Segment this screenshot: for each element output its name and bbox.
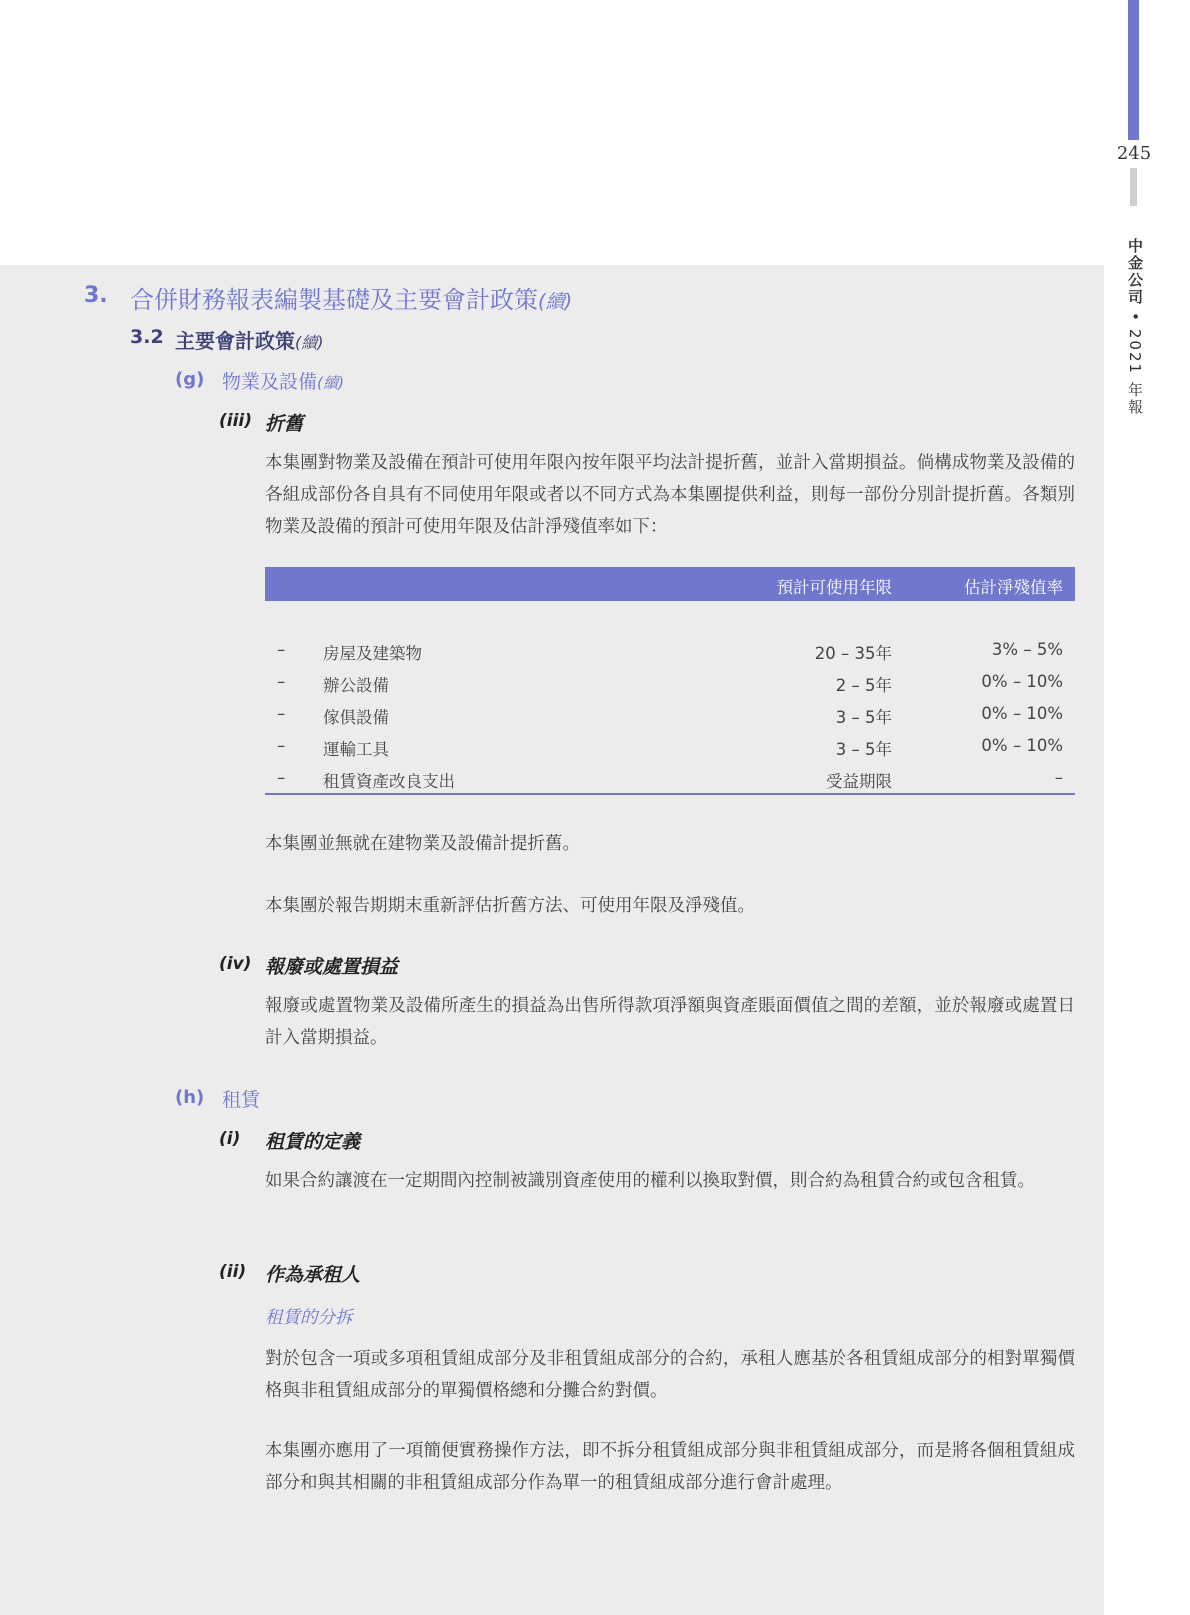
- section-number: 3.: [84, 283, 108, 308]
- table-header: [265, 567, 1075, 601]
- subsection-cont: (續): [295, 333, 324, 352]
- running-header: [1122, 238, 1146, 416]
- item-g-label: (g): [175, 369, 205, 390]
- item-h-label: (h): [175, 1087, 205, 1108]
- page-number: 245: [1116, 143, 1152, 164]
- item-h-i-label: (i): [219, 1129, 241, 1149]
- disposal-paragraph: 報廢或處置物業及設備所產生的損益為出售所得款項淨額與資產賬面價值之間的差額，並於報廢或處置日計入當期損益。: [265, 996, 1075, 1048]
- item-h-ii-title: 作為承租人: [265, 1264, 361, 1286]
- item-g-iii-title: 折舊: [265, 413, 304, 435]
- practical-expedient-paragraph: 本集團亦應用了一項簡便實務操作方法，即不拆分租賃組成部分與非租賃組成部分，而是將各個租賃組成部分和與其相關的非租賃組成部分作為單一的租賃組成部分進行會計處理。: [265, 1441, 1075, 1493]
- header-residual-rate: 估計淨殘值率: [964, 578, 1063, 597]
- subsection-number: 3.2: [130, 326, 164, 348]
- item-g-iv-title: 報廢或處置損益: [265, 956, 399, 978]
- side-accent-bar: [1128, 0, 1139, 140]
- section-title: 合併財務報表編製基礎及主要會計政策(續): [130, 286, 573, 314]
- company-name: 中金公司: [1126, 238, 1144, 306]
- depreciation-paragraph: 本集團對物業及設備在預計可使用年限內按年限平均法計提折舊，並計入當期損益。倘構成物業及設備的各組成部份各自具有不同使用年限或者以不同方式為本集團提供利益，則每一部份分別計提折舊。各類別物業及設備的預計可使用年限及估計淨殘值率如下：: [265, 453, 1075, 537]
- side-divider-bar: [1130, 168, 1137, 206]
- item-g-title: 物業及設備(續): [222, 371, 345, 393]
- subsection-title: 主要會計政策(續): [175, 329, 324, 353]
- item-g-iv-label: (iv): [219, 954, 252, 974]
- header-useful-life: 預計可使用年限: [776, 578, 892, 597]
- table-row: – 傢俱設備 3 – 5年 0% – 10%: [277, 704, 1063, 727]
- review-paragraph: 本集團於報告期期末重新評估折舊方法、可使用年限及淨殘值。: [265, 896, 755, 916]
- no-depreciation-paragraph: 本集團並無就在建物業及設備計提折舊。: [265, 834, 580, 854]
- lease-allocation-paragraph: 對於包含一項或多項租賃組成部分及非租賃組成部分的合約，承租人應基於各租賃組成部分的相對單獨價格與非租賃組成部分的單獨價格總和分攤合約對價。: [265, 1349, 1075, 1401]
- separator-dot: •: [1126, 312, 1144, 323]
- report-name: 2021 年報: [1126, 328, 1144, 416]
- item-g-iii-label: (iii): [219, 411, 253, 431]
- lease-separation-subtitle: 租賃的分拆: [265, 1308, 353, 1328]
- section-cont: (續): [538, 290, 573, 313]
- item-h-title: 租賃: [222, 1089, 261, 1111]
- lease-definition-paragraph: 如果合約讓渡在一定期間內控制被識別資產使用的權利以換取對價，則合約為租賃合約或包含租賃。: [265, 1171, 1035, 1191]
- table-row: – 運輸工具 3 – 5年 0% – 10%: [277, 736, 1063, 759]
- table-row: – 租賃資產改良支出 受益期限 –: [277, 768, 1063, 791]
- table-row: – 房屋及建築物 20 – 35年 3% – 5%: [277, 640, 1063, 663]
- item-h-i-title: 租賃的定義: [265, 1131, 361, 1153]
- item-h-ii-label: (ii): [219, 1262, 247, 1282]
- table-bottom-rule: [265, 793, 1075, 795]
- table-row: – 辦公設備 2 – 5年 0% – 10%: [277, 672, 1063, 695]
- item-g-cont: (續): [317, 374, 345, 392]
